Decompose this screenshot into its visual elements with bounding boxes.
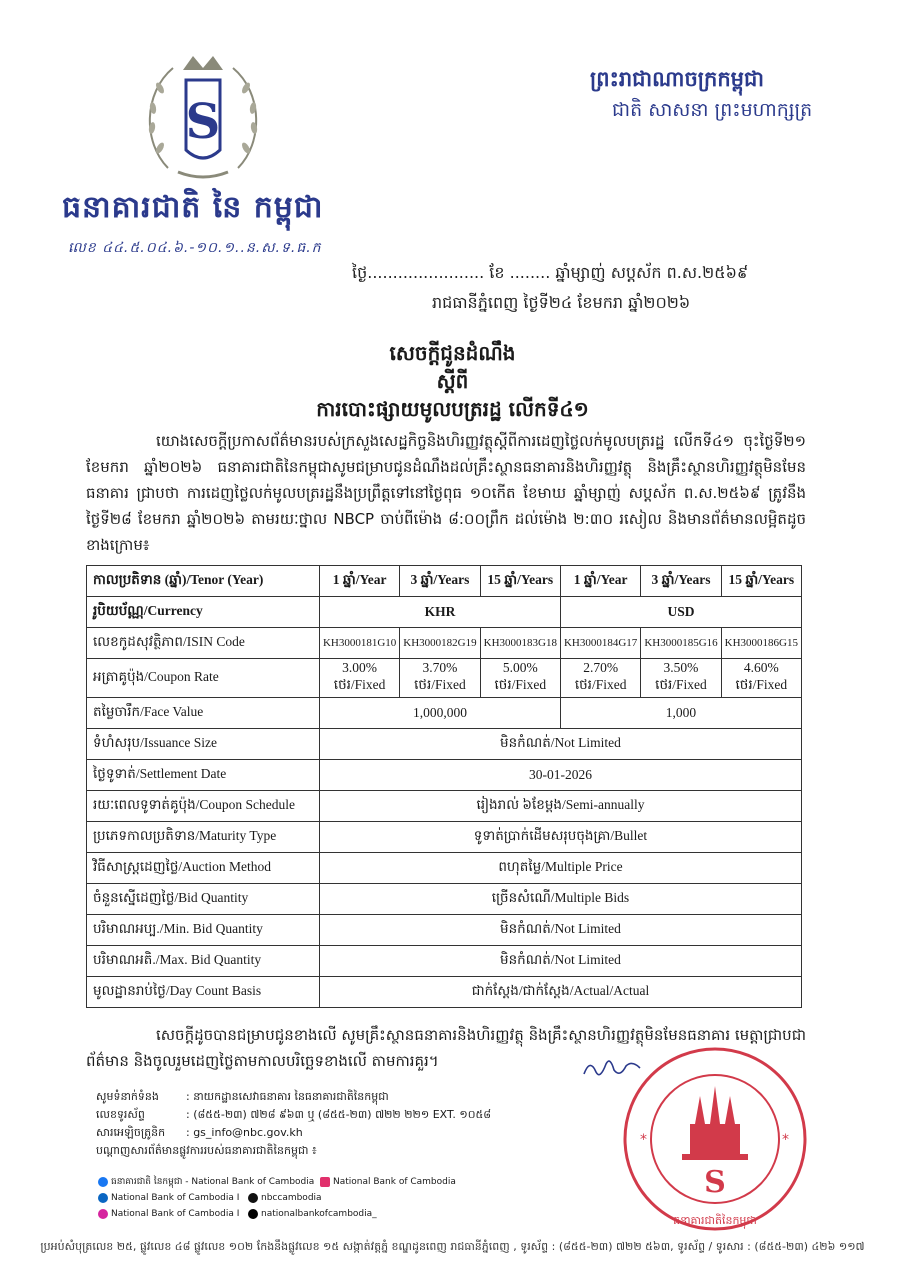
contact-row (96, 1124, 491, 1142)
coupon-cell (480, 659, 560, 698)
table-row (87, 884, 802, 915)
linkedin-link[interactable]: National Bank of Cambodia I (111, 1193, 240, 1203)
contact-person-value: : នាយកដ្ឋានសេវាធនាគារ នៃធនាគារជាតិនៃកម្ពុជា (186, 1090, 389, 1103)
table-row (87, 946, 802, 977)
isin-cell: KH3000184G17 (560, 628, 640, 659)
coupon-cell (400, 659, 480, 698)
notice-title: សេចក្តីជូនដំណឹង (389, 341, 516, 365)
phone-value: : (៨៥៥-២៣) ៧២៨ ៩៦៣ ឬ (៨៥៥-២៣) ៧២២ ២២១ EXT. ១០៥៨ (186, 1108, 492, 1121)
instagram-link[interactable]: National Bank of Cambodia I (111, 1209, 240, 1219)
contact-row (96, 1106, 491, 1124)
table-row (87, 597, 802, 628)
tenor-cell: 15 ឆ្នាំ/Years (721, 566, 801, 597)
notice-subtitle: ស្តីពី (436, 369, 469, 393)
auction-value: ពហុតម្លៃ/Multiple Price (319, 853, 801, 884)
tiktok-link[interactable]: nationalbankofcambodia_ (261, 1209, 377, 1219)
currency-label: រូបិយប័ណ្ណ/Currency (87, 597, 320, 628)
isin-cell: KH3000181G10 (319, 628, 399, 659)
fixed-label: ថេរ/Fixed (655, 677, 707, 692)
table-row (87, 977, 802, 1008)
currency-usd: USD (560, 597, 801, 628)
svg-text:*: * (782, 1132, 789, 1148)
table-row (87, 791, 802, 822)
table-row (87, 729, 802, 760)
coupon-label: អត្រាគូប៉ុង/Coupon Rate (87, 659, 320, 698)
svg-text:S: S (704, 1165, 726, 1200)
tiktok-icon (248, 1209, 258, 1219)
tenor-cell: 3 ឆ្នាំ/Years (641, 566, 721, 597)
face-value-usd: 1,000 (560, 698, 801, 729)
max-bid-label: បរិមាណអតិ./Max. Bid Quantity (87, 946, 320, 977)
isin-cell: KH3000182G19 (400, 628, 480, 659)
table-row (87, 853, 802, 884)
table-row (87, 760, 802, 791)
coupon-cell (560, 659, 640, 698)
tenor-cell: 15 ឆ្នាំ/Years (480, 566, 560, 597)
table-row (87, 822, 802, 853)
bond-details-table (86, 565, 802, 1008)
fixed-label: ថេរ/Fixed (735, 677, 788, 692)
coupon-rate: 3.00% (342, 660, 378, 675)
intro-paragraph: យោងសេចក្តីប្រកាសព័ត៌មានរបស់ក្រសួងសេដ្ឋកិច្ចនិងហិរញ្ញវត្ថុស្តីពីការដេញថ្លៃលក់មូលបត្ររដ្ឋ លើកទី៤១ ចុះថ្ងៃទី២១ ខែមករា ឆ្នាំ២០២៦ ធនាគារជាតិនៃកម្ពុជាសូមជម្រាបជូនដំណឹងដល់គ្រឹះស្ថានធនាគារនិងហិរញ្ញវត្ថុ និងគ្រឹះស្ថានហិរញ្ញវត្ថុមិនមែនធនាគារ ជ្រាបថា ការដេញថ្លៃលក់មូលបត្ររដ្ឋនឹងប្រព្រឹត្តទៅនៅថ្ងៃពុធ ១០កើត ខែមាឃ ឆ្នាំម្សាញ់ សប្តស័ក ព.ស.២៥៦៩ ត្រូវនឹងថ្ងៃទី២៨ ខែមករា ឆ្នាំ២០២៦ តាមរយៈថ្នាល NBCP ចាប់ពីម៉ោង ៨:០០ព្រឹក ដល់ម៉ោង ២:៣០ រសៀល និងមានព័ត៌មានលម្អិតដូចខាងក្រោម៖ (86, 432, 806, 554)
issuance-value: មិនកំណត់/Not Limited (319, 729, 801, 760)
face-value-label: តម្លៃចារឹក/Face Value (87, 698, 320, 729)
bank-name: ធនាគារជាតិ នៃ កម្ពុជា (62, 190, 324, 225)
nbc-logo (138, 48, 268, 188)
currency-khr: KHR (319, 597, 560, 628)
coupon-rate: 3.50% (663, 660, 699, 675)
table-row (87, 628, 802, 659)
maturity-label: ប្រភេទកាលប្រតិទាន/Maturity Type (87, 822, 320, 853)
min-bid-label: បរិមាណអប្ប./Min. Bid Quantity (87, 915, 320, 946)
email-label: សារអេឡិចត្រូនិក (96, 1126, 166, 1139)
reference-number: លេខ ៤៤.៥.០៤.៦.-១០.១..ន.ស.ទ.ធ.ក (68, 240, 322, 256)
fixed-label: ថេរ/Fixed (333, 677, 386, 692)
linkedin-icon (98, 1193, 108, 1203)
face-value-khr: 1,000,000 (319, 698, 560, 729)
x-link[interactable]: nbccambodia (261, 1193, 322, 1203)
schedule-value: រៀងរាល់ ៦ខែម្តង/Semi-annually (319, 791, 801, 822)
table-row (87, 566, 802, 597)
seal-text: ធនាគារជាតិនៃកម្ពុជា (673, 1214, 757, 1227)
social-links (98, 1174, 456, 1222)
coupon-rate: 3.70% (422, 660, 458, 675)
bid-quantity-label: ចំនួនស្នើដេញថ្លៃ/Bid Quantity (87, 884, 320, 915)
x-icon (248, 1193, 258, 1203)
coupon-rate: 5.00% (502, 660, 538, 675)
svg-text:S: S (185, 94, 221, 150)
channels-note: បណ្តាញសារព័ត៌មានផ្លូវការរបស់ធនាគារជាតិនៃកម្ពុជា ៖ (96, 1144, 317, 1157)
isin-label: លេខកូដសុវត្ថិភាព/ISIN Code (87, 628, 320, 659)
isin-cell: KH3000186G15 (721, 628, 801, 659)
facebook-icon (98, 1177, 108, 1187)
tenor-label: កាលប្រតិទាន (ឆ្នាំ)/Tenor (Year) (87, 566, 320, 597)
contact-person-label: សូមទំនាក់ទំនង (96, 1090, 159, 1103)
maturity-value: ទូទាត់ប្រាក់ដើមសរុបចុងគ្រា/Bullet (319, 822, 801, 853)
bid-quantity-value: ច្រើនសំណើ/Multiple Bids (319, 884, 801, 915)
tenor-cell: 1 ឆ្នាំ/Year (319, 566, 399, 597)
national-motto: ជាតិ សាសនា ព្រះមហាក្សត្រ (612, 99, 813, 121)
contact-row (96, 1088, 491, 1106)
facebook-link[interactable]: ធនាគារជាតិ នៃកម្ពុជា - National Bank of Cambodia (111, 1177, 315, 1187)
day-count-label: មូលដ្ឋានរាប់ថ្ងៃ/Day Count Basis (87, 977, 320, 1008)
phone-label: លេខទូរស័ព្ទ (96, 1108, 145, 1121)
isin-cell: KH3000185G16 (641, 628, 721, 659)
schedule-label: រយៈពេលទូទាត់គូប៉ុង/Coupon Schedule (87, 791, 320, 822)
notice-topic: ការបោះផ្សាយមូលបត្ររដ្ឋ លើកទី៤១ (316, 397, 589, 421)
tenor-cell: 1 ឆ្នាំ/Year (560, 566, 640, 597)
youtube-icon (320, 1177, 330, 1187)
max-bid-value: មិនកំណត់/Not Limited (319, 946, 801, 977)
tenor-cell: 3 ឆ្នាំ/Years (400, 566, 480, 597)
fixed-label: ថេរ/Fixed (414, 677, 466, 692)
isin-cell: KH3000183G18 (480, 628, 560, 659)
issuance-label: ទំហំសរុប/Issuance Size (87, 729, 320, 760)
table-row (87, 659, 802, 698)
coupon-rate: 4.60% (743, 660, 779, 675)
auction-label: វិធីសាស្ត្រដេញថ្លៃ/Auction Method (87, 853, 320, 884)
coupon-rate: 2.70% (583, 660, 619, 675)
official-seal (620, 1044, 810, 1234)
fixed-label: ថេរ/Fixed (494, 677, 547, 692)
closing-paragraph: សេចក្តីដូចបានជម្រាបជូនខាងលើ សូមគ្រឹះស្ថានធនាគារនិងហិរញ្ញវត្ថុ និងគ្រឹះស្ថានហិរញ្ញវត្ថុមិនមែនធនាគារ មេត្តាជ្រាបជាព័ត៌មាន និងចូលរួមដេញថ្លៃតាមកាលបរិច្ឆេទខាងលើ តាមការគួរ។ (86, 1026, 806, 1070)
day-count-value: ជាក់ស្តែង/ជាក់ស្តែង/Actual/Actual (319, 977, 801, 1008)
lunar-date: ថ្ងៃ....................... ខែ ........ ឆ្នាំម្សាញ់ សប្តស័ក ព.ស.២៥៦៩ (352, 263, 749, 282)
instagram-icon (98, 1209, 108, 1219)
settlement-label: ថ្ងៃទូទាត់/Settlement Date (87, 760, 320, 791)
footer-address: ប្រអប់សំបុត្រលេខ ២៥, ផ្លូវលេខ ៤៨ ផ្លូវលេខ ១០២ កែងនឹងផ្លូវលេខ ១៥ សង្កាត់វត្តភ្នំ ខណ្ឌដូនពេញ រាជធានីភ្នំពេញ , ទូរស័ព្ទ : (៨៥៥-២៣) ៧២២ ៥៦៣, ទូរស័ព្ទ / ទូរសារ : (៨៥៥-២៣) ៤២៦ ១១៧ (40, 1240, 865, 1253)
email-value[interactable]: : gs_info@nbc.gov.kh (186, 1126, 303, 1139)
settlement-value: 30-01-2026 (319, 760, 801, 791)
table-row (87, 698, 802, 729)
city-date: រាជធានីភ្នំពេញ ថ្ងៃទី២៤ ខែមករា ឆ្នាំ២០២៦ (432, 293, 691, 312)
table-row (87, 915, 802, 946)
min-bid-value: មិនកំណត់/Not Limited (319, 915, 801, 946)
coupon-cell (319, 659, 399, 698)
svg-text:*: * (640, 1132, 647, 1148)
youtube-link[interactable]: National Bank of Cambodia (333, 1177, 456, 1187)
fixed-label: ថេរ/Fixed (574, 677, 627, 692)
coupon-cell (641, 659, 721, 698)
kingdom-title: ព្រះរាជាណាចក្រកម្ពុជា (590, 67, 765, 91)
coupon-cell (721, 659, 801, 698)
contact-block (96, 1088, 491, 1160)
